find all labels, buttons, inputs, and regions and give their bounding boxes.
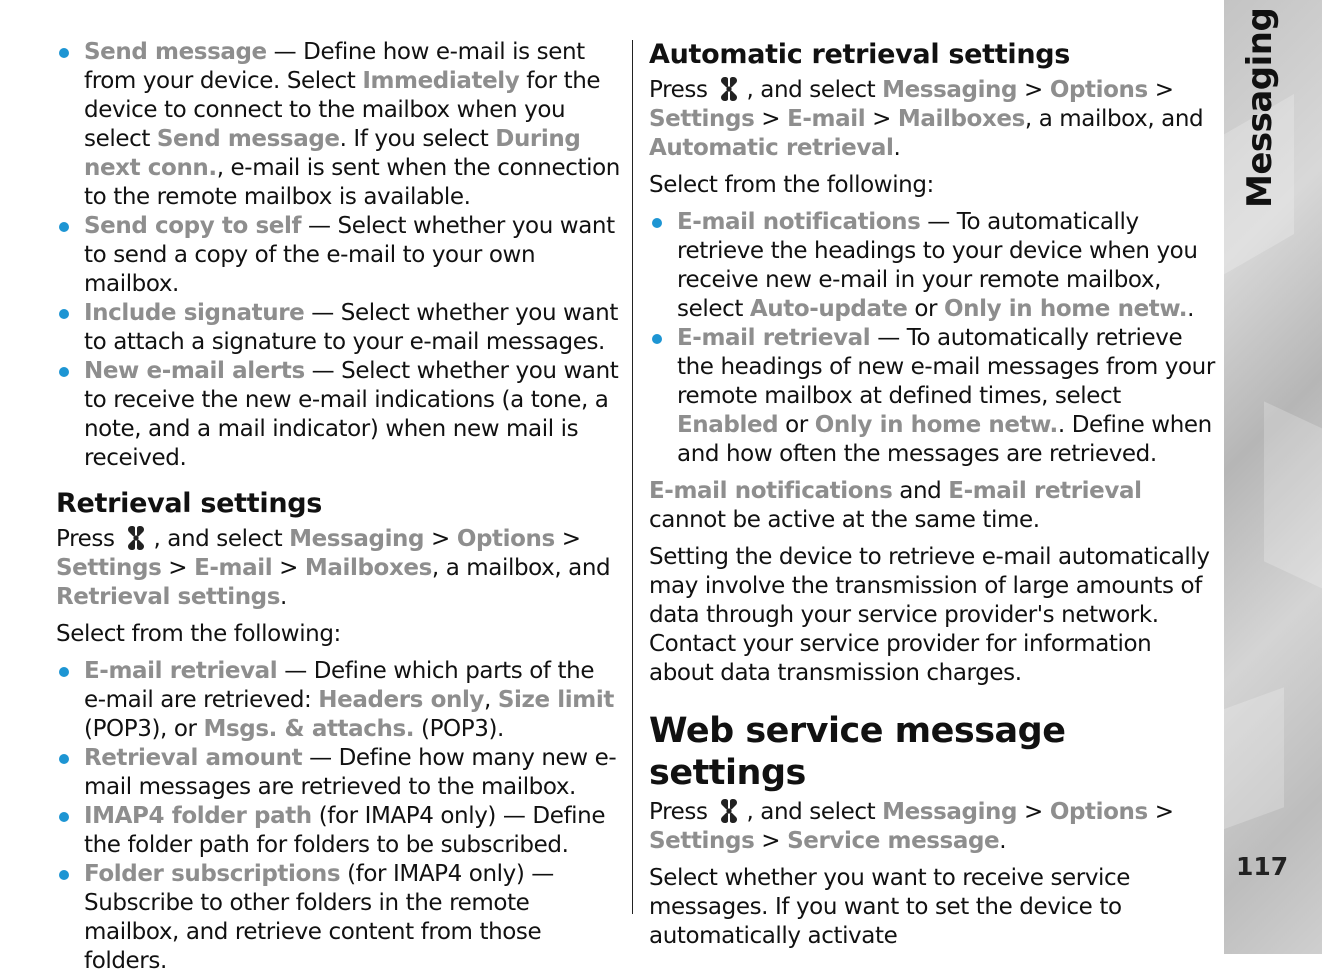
list-item	[56, 38, 621, 212]
list-item	[56, 357, 621, 473]
option-value: Send message	[156, 126, 340, 152]
list-item	[56, 860, 621, 976]
navigation-path	[56, 523, 621, 612]
option-text: — Select whether you want to attach a signature to your e-mail messages.	[84, 300, 618, 355]
list-item	[649, 208, 1217, 324]
option-name: E-mail retrieval	[84, 658, 278, 684]
option-name: New e-mail alerts	[84, 358, 305, 384]
retrieval-options-list	[56, 657, 621, 976]
automatic-retrieval-heading: Automatic retrieval settings	[649, 39, 1071, 70]
option-name: E-mail retrieval	[948, 478, 1142, 504]
path-step: Settings	[649, 106, 755, 132]
option-name: IMAP4 folder path	[84, 803, 312, 829]
select-from-text: Select from the following:	[56, 621, 341, 647]
path-separator: >	[754, 828, 788, 854]
note-text: cannot be active at the same time.	[649, 507, 1040, 533]
bullet-icon	[59, 367, 69, 377]
bullet-icon	[59, 48, 69, 58]
path-step: Retrieval settings	[56, 584, 281, 610]
path-step: Service message	[787, 828, 1000, 854]
bullet-icon	[652, 218, 662, 228]
bullet-icon	[59, 309, 69, 319]
option-text: . If you select	[339, 126, 496, 152]
option-value: Enabled	[677, 412, 779, 438]
option-text: (POP3).	[414, 716, 504, 742]
column-divider	[632, 40, 633, 914]
path-separator: >	[424, 526, 457, 552]
option-text: — Select whether you want to receive the new e-mail indications (a tone, a note, and a mail indicator) when new mail is received.	[84, 358, 619, 471]
path-step: Options	[1049, 799, 1148, 825]
option-name: E-mail retrieval	[677, 325, 871, 351]
list-item	[56, 657, 621, 744]
right-column	[649, 38, 1217, 951]
web-service-heading: Web service message settings	[649, 711, 1066, 793]
path-step: Settings	[649, 828, 755, 854]
menu-key-icon	[716, 74, 742, 104]
press-text: Press	[649, 799, 708, 825]
option-value: Only in home netw.	[943, 296, 1188, 322]
path-separator: >	[865, 106, 898, 132]
path-text: .	[893, 135, 901, 161]
option-name: Send copy to self	[84, 213, 302, 239]
page-number: 117	[1236, 852, 1289, 881]
path-separator: >	[754, 106, 788, 132]
navigation-path	[649, 74, 1217, 163]
path-step: Messaging	[289, 526, 425, 552]
automatic-options-list	[649, 208, 1217, 469]
option-name: Send message	[84, 39, 267, 65]
service-message-text: Select whether you want to receive service messages. If you want to set the device to automatically activate	[649, 865, 1131, 949]
list-item	[56, 299, 621, 357]
option-value: Msgs. & attachs.	[203, 716, 415, 742]
path-separator: >	[1147, 799, 1174, 825]
bullet-icon	[59, 222, 69, 232]
path-step: Mailboxes	[304, 555, 432, 581]
option-text: (for IMAP4 only) — Define the folder path for folders to be subscribed.	[84, 803, 606, 858]
bullet-icon	[652, 334, 662, 344]
path-step: Messaging	[882, 77, 1018, 103]
option-name: Include signature	[84, 300, 305, 326]
section-title: Messaging	[1240, 7, 1280, 208]
path-text: , a mailbox, and	[431, 555, 611, 581]
left-column	[56, 38, 621, 976]
retrieval-settings-heading: Retrieval settings	[56, 488, 323, 519]
option-text: or	[907, 296, 944, 322]
path-separator: >	[554, 526, 581, 552]
option-name: E-mail notifications	[677, 209, 921, 235]
press-text: Press	[56, 526, 115, 552]
path-separator: >	[1147, 77, 1174, 103]
bullet-icon	[59, 870, 69, 880]
menu-key-icon	[716, 796, 742, 826]
option-text: — To automatically retrieve the headings of new e-mail messages from your remote mailbox at defined times, select	[677, 325, 1215, 409]
note-text: and	[892, 478, 949, 504]
option-name: Folder subscriptions	[84, 861, 341, 887]
option-value: Immediately	[362, 68, 520, 94]
option-text: . Define when and how often the messages are retrieved.	[677, 412, 1212, 467]
option-value: Auto-update	[749, 296, 908, 322]
option-text: .	[1187, 296, 1194, 322]
select-from-text: Select from the following:	[649, 172, 934, 198]
path-text: .	[999, 828, 1007, 854]
option-value: Headers only	[318, 687, 485, 713]
option-value: Size limit	[497, 687, 614, 713]
list-item	[56, 802, 621, 860]
option-text: — Define how e-mail is sent from your device. Select	[84, 39, 585, 94]
option-value: During next conn.	[84, 126, 581, 181]
path-step: Options	[1049, 77, 1148, 103]
list-item	[56, 744, 621, 802]
path-step: Settings	[56, 555, 162, 581]
list-item	[649, 324, 1217, 469]
path-step: E-mail	[194, 555, 273, 581]
path-text: , and select	[746, 799, 883, 825]
sending-options-list	[56, 38, 621, 473]
option-text: — To automatically retrieve the headings to your device when you receive new e-mail in your remote mailbox, select	[677, 209, 1198, 322]
press-text: Press	[649, 77, 708, 103]
navigation-path	[649, 796, 1217, 856]
option-text: — Select whether you want to send a copy of the e-mail to your own mailbox.	[84, 213, 615, 297]
option-value: Only in home netw.	[814, 412, 1058, 438]
option-text: (POP3), or	[84, 716, 204, 742]
option-name: E-mail notifications	[649, 478, 893, 504]
bullet-icon	[59, 812, 69, 822]
bullet-icon	[59, 667, 69, 677]
path-text: , and select	[746, 77, 883, 103]
path-text: .	[280, 584, 287, 610]
option-text: or	[778, 412, 815, 438]
path-separator: >	[272, 555, 305, 581]
path-step: E-mail	[787, 106, 866, 132]
data-charges-warning: Setting the device to retrieve e-mail automatically may involve the transmission of large amounts of data through your service provider's network. Contact your service provider for information about data transmission charges.	[649, 544, 1210, 686]
option-text: for the device to connect to the mailbox when you select	[84, 68, 601, 152]
path-step: Messaging	[882, 799, 1018, 825]
option-text: — Define which parts of the e-mail are retrieved:	[84, 658, 595, 713]
path-step: Automatic retrieval	[649, 135, 894, 161]
exclusive-note	[649, 477, 1217, 535]
bullet-icon	[59, 754, 69, 764]
list-item	[56, 212, 621, 299]
path-step: Options	[456, 526, 555, 552]
path-separator: >	[1017, 799, 1050, 825]
path-text: , and select	[153, 526, 290, 552]
path-step: Mailboxes	[897, 106, 1025, 132]
option-text: ,	[484, 687, 498, 713]
path-separator: >	[1017, 77, 1050, 103]
option-name: Retrieval amount	[84, 745, 303, 771]
menu-key-icon	[123, 523, 149, 553]
path-separator: >	[161, 555, 195, 581]
option-text: — Define how many new e-mail messages are retrieved to the mailbox.	[84, 745, 617, 800]
option-text: (for IMAP4 only) — Subscribe to other folders in the remote mailbox, and retrieve content from those folders.	[84, 861, 554, 974]
option-text: , e-mail is sent when the connection to the remote mailbox is available.	[84, 155, 620, 210]
path-text: , a mailbox, and	[1024, 106, 1204, 132]
